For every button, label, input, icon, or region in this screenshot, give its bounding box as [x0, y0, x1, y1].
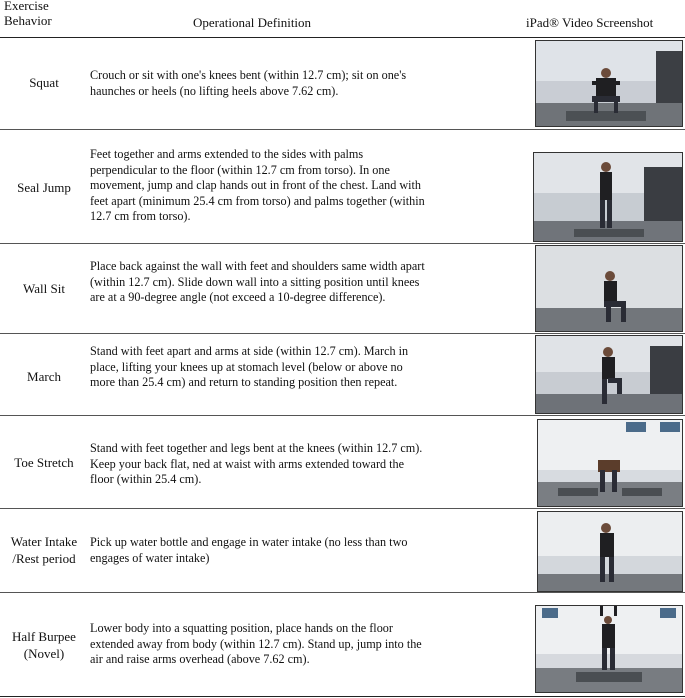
behavior-label-line1: Half Burpee — [12, 629, 76, 644]
table-row — [0, 244, 685, 334]
behavior-cell — [0, 179, 88, 196]
behavior-label: Squat — [29, 75, 59, 90]
wall-sit-screenshot — [535, 245, 683, 332]
table-row — [0, 416, 685, 509]
table-row — [0, 38, 685, 130]
table-row — [0, 509, 685, 593]
header-col1-line1: Exercise — [4, 0, 49, 13]
table-row — [0, 593, 685, 697]
behavior-label-line1: Water Intake — [10, 534, 78, 549]
header-col1-line2: Behavior — [4, 13, 52, 28]
header-operational-definition: Operational Definition — [193, 15, 312, 30]
behavior-cell — [0, 628, 88, 662]
table-header — [0, 0, 685, 38]
march-screenshot — [535, 335, 683, 414]
behavior-label-line2: /Rest period — [12, 551, 76, 566]
behavior-label: March — [27, 369, 61, 384]
behavior-cell — [0, 454, 88, 471]
definition-cell: Pick up water bottle and engage in water intake (no less than two engages of water intake) — [90, 535, 408, 565]
squat-screenshot — [535, 40, 683, 127]
definition-cell: Feet together and arms extended to the sides with palms perpendicular to the floor (within 12.7 cm from torso). In one movement, jump and clap hands out in front of the chest. Land with feet apart (minimum 25.4 cm from torso) and palms together (within 12.7 cm from torso). — [90, 147, 425, 223]
behavior-cell — [0, 280, 88, 297]
definition-cell: Place back against the wall with feet and shoulders same width apart (within 12.7 cm). Slide down wall into a sitting position until knees are at a 90-degree angle (not exceed a 10-degree difference). — [90, 259, 425, 304]
header-video-screenshot: iPad® Video Screenshot — [526, 15, 654, 30]
behavior-cell — [0, 74, 88, 91]
behavior-cell — [0, 368, 88, 385]
header-exercise-behavior — [4, 0, 52, 28]
toe-stretch-screenshot — [537, 419, 683, 507]
seal-jump-screenshot — [533, 152, 683, 242]
definition-cell: Stand with feet apart and arms at side (within 12.7 cm). March in place, lifting your knees up at stomach level (below or above no more than 25.4 cm) and return to standing position then repeat. — [90, 344, 409, 389]
behavior-label-line2: (Novel) — [23, 646, 65, 661]
definition-cell: Crouch or sit with one's knees bent (within 12.7 cm); sit on one's haunches or heels (no lifting heels above 7.62 cm). — [90, 68, 407, 98]
definition-cell: Lower body into a squatting position, place hands on the floor extended away from body (within 12.7 cm). Stand up, jump into the air and raise arms overhead (above 7.62 cm). — [90, 621, 422, 666]
water-intake-screenshot — [537, 511, 683, 592]
behavior-label: Wall Sit — [23, 281, 65, 296]
definition-cell: Stand with feet together and legs bent at the knees (within 12.7 cm). Keep your back flat, ned at waist with arms extended toward the floor (within 25.4 cm). — [90, 441, 423, 486]
behavior-label: Toe Stretch — [14, 455, 74, 470]
behavior-label: Seal Jump — [17, 180, 71, 195]
half-burpee-screenshot — [535, 605, 683, 693]
table-row — [0, 130, 685, 244]
table-row — [0, 334, 685, 416]
behavior-cell — [0, 533, 88, 567]
